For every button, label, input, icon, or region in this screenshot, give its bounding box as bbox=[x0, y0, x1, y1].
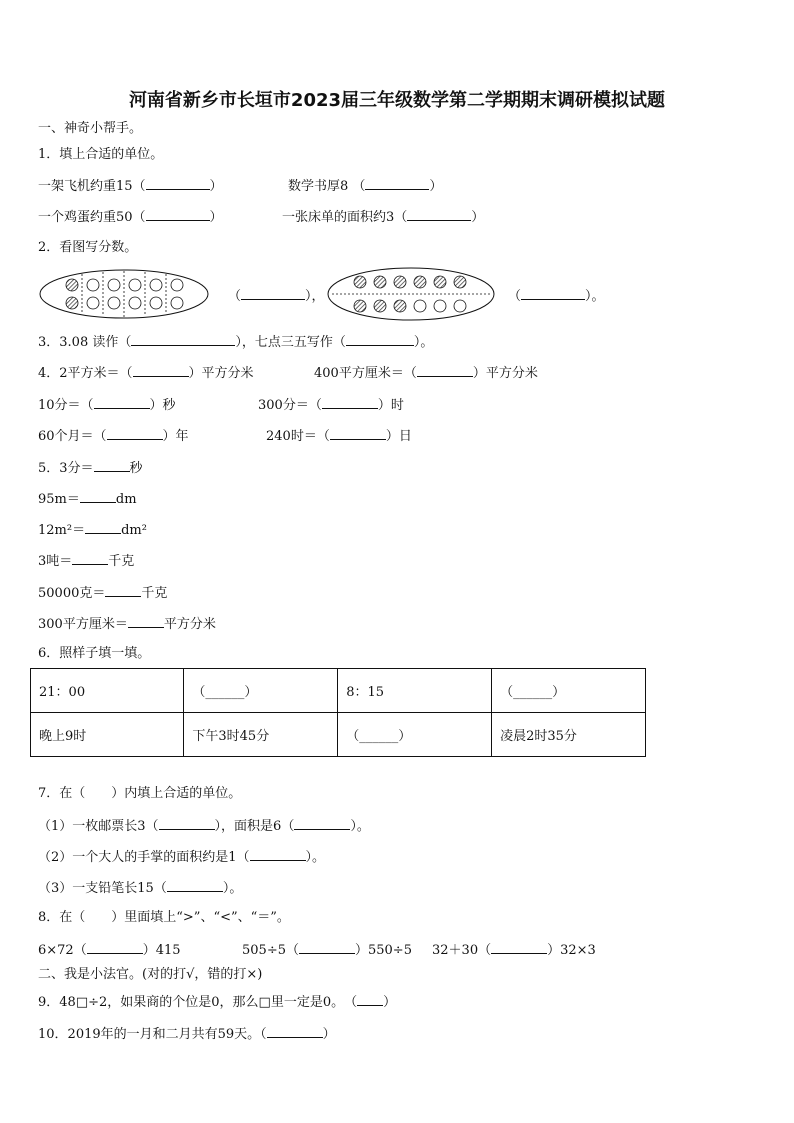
q4-text: 400平方厘米＝（ bbox=[314, 366, 417, 381]
answer-blank[interactable] bbox=[80, 489, 116, 503]
q8-text: ）550÷5 bbox=[354, 943, 412, 958]
answer-blank[interactable] bbox=[72, 551, 108, 565]
q1-close: ） bbox=[471, 210, 485, 225]
answer-blank[interactable] bbox=[94, 395, 150, 409]
answer-blank[interactable] bbox=[357, 992, 383, 1006]
q8-text: ）415 bbox=[142, 943, 181, 958]
answer-blank[interactable] bbox=[105, 583, 141, 597]
q2-close: ）。 bbox=[585, 289, 605, 304]
q4-text: ）秒 bbox=[149, 398, 176, 413]
q4-text: ）平方分米 bbox=[188, 366, 254, 381]
fraction-figure-2 bbox=[326, 266, 496, 322]
q5-text: 95m＝ bbox=[38, 492, 80, 507]
q5-a bbox=[38, 458, 143, 478]
section-1-heading: 一、神奇小帮手。 bbox=[38, 121, 143, 136]
q8-c bbox=[432, 940, 596, 960]
q4-row-2-left bbox=[38, 395, 176, 415]
q5-text: 千克 bbox=[141, 586, 168, 601]
q7-text: ）。 bbox=[222, 881, 243, 896]
q5-text: 秒 bbox=[129, 461, 143, 476]
q10-line bbox=[38, 1024, 336, 1044]
q8-heading: 8．在（ ）里面填上“>”、“<”、“＝”。 bbox=[38, 910, 290, 925]
q9-line bbox=[38, 992, 396, 1012]
q8-a bbox=[38, 940, 181, 960]
q10-text: ） bbox=[322, 1027, 336, 1042]
q8-text: 32＋30（ bbox=[432, 943, 492, 958]
table-cell[interactable]: （______） bbox=[492, 669, 646, 713]
answer-blank[interactable] bbox=[294, 816, 350, 830]
q4-row-1-left bbox=[38, 363, 254, 383]
q7-text: ）。 bbox=[350, 819, 370, 834]
q1-c-text: 一个鸡蛋约重50（ bbox=[38, 210, 146, 225]
page-title: 河南省新乡市长垣市2023届三年级数学第二学期期末调研模拟试题 bbox=[128, 90, 666, 111]
q8-text: 6×72（ bbox=[38, 943, 87, 958]
q5-e bbox=[38, 583, 167, 603]
q1-heading: 1．填上合适的单位。 bbox=[38, 147, 164, 162]
answer-blank[interactable] bbox=[322, 395, 378, 409]
q8-text: 505÷5（ bbox=[242, 943, 299, 958]
answer-blank[interactable] bbox=[407, 207, 471, 221]
q3-a: 3．3.08 读作（ bbox=[38, 335, 132, 350]
q4-text: 240时＝（ bbox=[266, 429, 330, 444]
answer-blank[interactable] bbox=[330, 426, 386, 440]
answer-blank[interactable] bbox=[159, 816, 215, 830]
q1-close: ） bbox=[209, 179, 223, 194]
q5-text: dm bbox=[115, 492, 137, 507]
q8-b bbox=[242, 940, 412, 960]
q1-a-text: 一架飞机约重15（ bbox=[38, 179, 146, 194]
q2-answer-1 bbox=[228, 286, 325, 306]
q4-row-2-right bbox=[258, 395, 404, 415]
fraction-figure-1 bbox=[38, 268, 210, 320]
q1-line-d bbox=[282, 207, 484, 227]
q5-b bbox=[38, 489, 137, 509]
q2-heading: 2．看图写分数。 bbox=[38, 240, 138, 255]
time-table bbox=[30, 668, 646, 757]
q3-c: ）。 bbox=[413, 335, 434, 350]
answer-blank[interactable] bbox=[107, 426, 163, 440]
table-cell: 凌晨2时35分 bbox=[492, 713, 646, 757]
answer-blank[interactable] bbox=[241, 286, 305, 300]
table-cell: 下午3时45分 bbox=[184, 713, 338, 757]
q1-line-a bbox=[38, 176, 223, 196]
q7-heading: 7．在（ ）内填上合适的单位。 bbox=[38, 786, 242, 801]
q2-open: （ bbox=[508, 289, 522, 304]
q7-text: （1）一枚邮票长3（ bbox=[38, 819, 159, 834]
q7-s2 bbox=[38, 847, 325, 867]
q4-text: 60个月＝（ bbox=[38, 429, 107, 444]
q7-text: ），面积是6（ bbox=[214, 819, 295, 834]
q7-text: ）。 bbox=[305, 850, 326, 865]
q10-text: 10．2019年的一月和二月共有59天。（ bbox=[38, 1027, 267, 1042]
q5-text: 平方分米 bbox=[163, 617, 216, 632]
answer-blank[interactable] bbox=[365, 176, 429, 190]
table-cell[interactable]: （______） bbox=[184, 669, 338, 713]
q5-text: 3吨＝ bbox=[38, 554, 73, 569]
q5-text: 千克 bbox=[108, 554, 135, 569]
q1-close: ） bbox=[429, 179, 443, 194]
answer-blank[interactable] bbox=[346, 332, 414, 346]
q4-text: ）时 bbox=[377, 398, 404, 413]
q2-close: ）， bbox=[305, 289, 325, 304]
table-cell: 晚上9时 bbox=[31, 713, 184, 757]
answer-blank[interactable] bbox=[146, 207, 210, 221]
q5-d bbox=[38, 551, 134, 571]
answer-blank[interactable] bbox=[131, 332, 235, 346]
q5-text: 5．3分＝ bbox=[38, 461, 94, 476]
answer-blank[interactable] bbox=[146, 176, 210, 190]
q4-row-1-right bbox=[314, 363, 538, 383]
answer-blank[interactable] bbox=[267, 1024, 323, 1038]
q5-text: dm² bbox=[121, 523, 147, 538]
q5-text: 12m²＝ bbox=[38, 523, 86, 538]
q4-row-3-right bbox=[266, 426, 412, 446]
q4-text: ）平方分米 bbox=[472, 366, 538, 381]
q9-text: 9．48□÷2，如果商的个位是0，那么□里一定是0。 （ bbox=[38, 995, 358, 1010]
table-row bbox=[31, 669, 646, 713]
table-cell[interactable]: （______） bbox=[338, 713, 492, 757]
q5-text: 300平方厘米＝ bbox=[38, 617, 128, 632]
q7-s1 bbox=[38, 816, 370, 836]
q1-d-text: 一张床单的面积约3（ bbox=[282, 210, 408, 225]
answer-blank[interactable] bbox=[417, 363, 473, 377]
table-cell: 21：00 bbox=[31, 669, 184, 713]
answer-blank[interactable] bbox=[85, 520, 121, 534]
answer-blank[interactable] bbox=[87, 940, 143, 954]
answer-blank[interactable] bbox=[491, 940, 547, 954]
q4-text: ）年 bbox=[162, 429, 189, 444]
answer-blank[interactable] bbox=[167, 878, 223, 892]
answer-blank[interactable] bbox=[250, 847, 306, 861]
q2-answer-2 bbox=[508, 286, 605, 306]
q3-b: ），七点三五写作（ bbox=[235, 335, 346, 350]
section-2-heading: 二、我是小法官。(对的打√，错的打×) bbox=[38, 967, 263, 982]
answer-blank[interactable] bbox=[299, 940, 355, 954]
q7-text: （3）一支铅笔长15（ bbox=[38, 881, 167, 896]
table-row bbox=[31, 713, 646, 757]
q1-close: ） bbox=[209, 210, 223, 225]
answer-blank[interactable] bbox=[521, 286, 585, 300]
q2-open: （ bbox=[228, 289, 242, 304]
q4-text: ）日 bbox=[385, 429, 412, 444]
answer-blank[interactable] bbox=[133, 363, 189, 377]
answer-blank[interactable] bbox=[128, 614, 164, 628]
answer-blank[interactable] bbox=[94, 458, 130, 472]
q4-text: 10分＝（ bbox=[38, 398, 94, 413]
q7-s3 bbox=[38, 878, 242, 898]
q4-row-3-left bbox=[38, 426, 189, 446]
q9-text: ） bbox=[383, 995, 397, 1010]
q5-text: 50000克＝ bbox=[38, 586, 106, 601]
q1-line-c bbox=[38, 207, 223, 227]
q6-heading: 6．照样子填一填。 bbox=[38, 646, 151, 661]
q1-b-text: 数学书厚8 （ bbox=[288, 179, 366, 194]
q5-c bbox=[38, 520, 147, 540]
table-cell: 8：15 bbox=[338, 669, 492, 713]
q7-text: （2）一个大人的手掌的面积约是1（ bbox=[38, 850, 250, 865]
q3-line bbox=[38, 332, 433, 352]
q5-f bbox=[38, 614, 216, 634]
q4-text: 300分＝（ bbox=[258, 398, 322, 413]
q1-line-b bbox=[288, 176, 442, 196]
q4-text: 4．2平方米＝（ bbox=[38, 366, 133, 381]
q8-text: ）32×3 bbox=[547, 943, 596, 958]
